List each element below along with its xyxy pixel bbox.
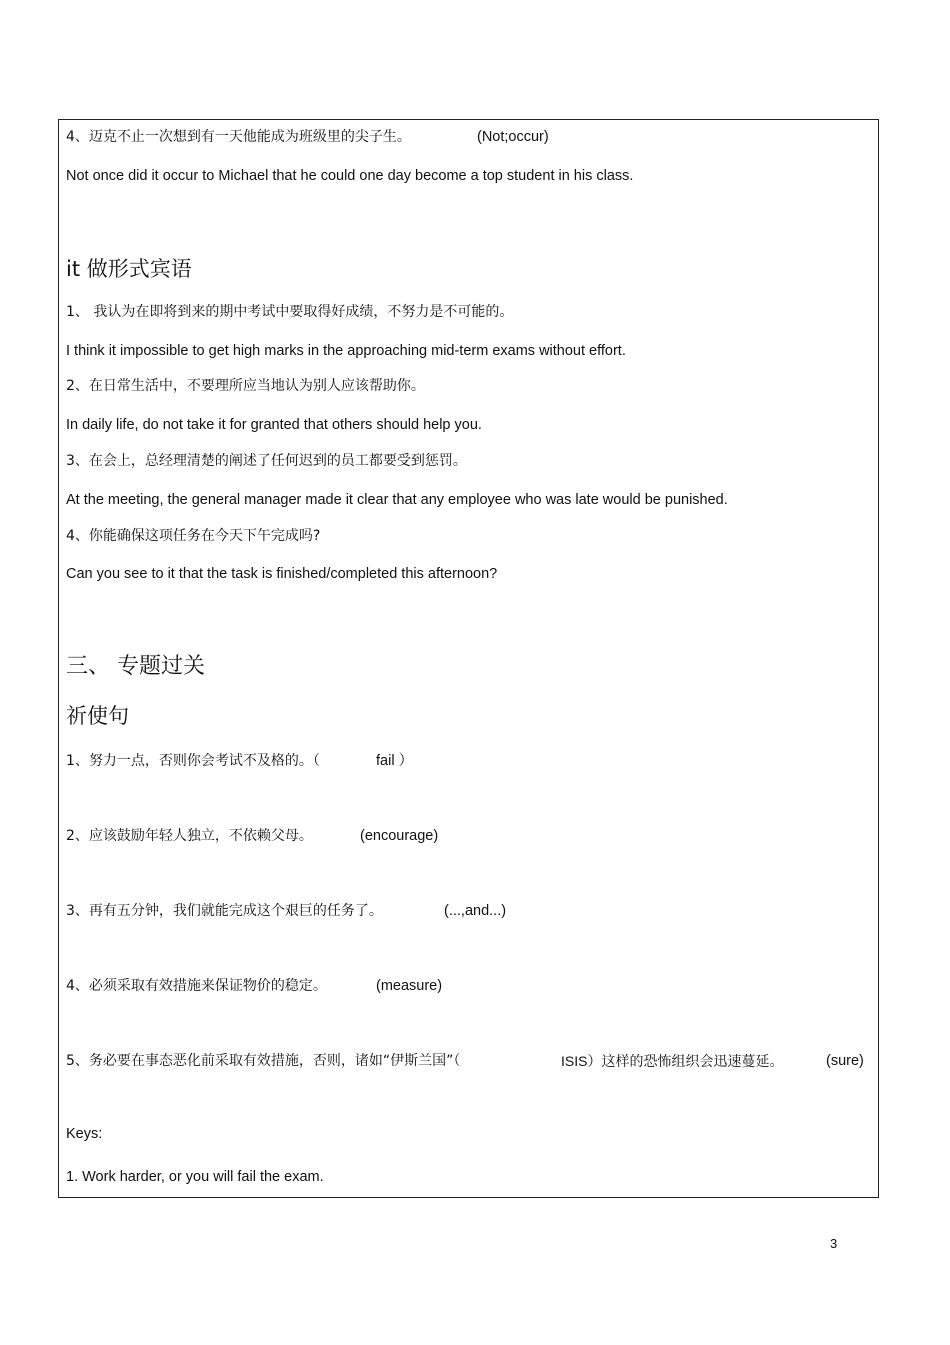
question-2-cn: 2、应该鼓励年轻人独立，不依赖父母。 bbox=[66, 828, 313, 844]
it-item-3-cn: 3、在会上，总经理清楚的阐述了任何迟到的员工都要受到惩罚。 bbox=[66, 453, 467, 469]
q4-english: Not once did it occur to Michael that he could one day become a top student in his class. bbox=[66, 168, 634, 184]
question-5-cn: 5、务必要在事态恶化前采取有效措施，否则，诸如“伊斯兰国”（ bbox=[66, 1053, 461, 1069]
keys-label: Keys: bbox=[66, 1126, 103, 1142]
question-4-hint: (measure) bbox=[376, 978, 443, 994]
it-item-2-en: In daily life, do not take it for granted that others should help you. bbox=[66, 417, 482, 433]
it-item-2-cn: 2、在日常生活中，不要理所应当地认为别人应该帮助你。 bbox=[66, 378, 425, 394]
question-1-hint: fail ） bbox=[376, 753, 414, 769]
question-5-mid: ISIS）这样的恐怖组织会迅速蔓延。 bbox=[561, 1053, 784, 1069]
it-item-1-cn: 1、 我认为在即将到来的期中考试中要取得好成绩，不努力是不可能的。 bbox=[66, 304, 514, 320]
question-2-hint: (encourage) bbox=[360, 828, 439, 844]
it-item-1-en: I think it impossible to get high marks in the approaching mid-term exams without effort. bbox=[66, 343, 626, 359]
key-1: 1. Work harder, or you will fail the exam. bbox=[66, 1169, 324, 1185]
it-object-heading: it 做形式宾语 bbox=[66, 257, 192, 281]
question-5-hint: (sure) bbox=[826, 1053, 864, 1069]
it-item-4-cn: 4、你能确保这项任务在今天下午完成吗? bbox=[66, 528, 321, 544]
question-3-cn: 3、再有五分钟，我们就能完成这个艰巨的任务了。 bbox=[66, 903, 383, 919]
it-item-3-en: At the meeting, the general manager made it clear that any employee who was late would be punished. bbox=[66, 492, 728, 508]
section3-subheading: 祈使句 bbox=[66, 704, 129, 728]
question-1-cn: 1、努力一点，否则你会考试不及格的。（ bbox=[66, 753, 320, 769]
page-number: 3 bbox=[830, 1236, 838, 1251]
question-4-cn: 4、必须采取有效措施来保证物价的稳定。 bbox=[66, 978, 327, 994]
question-3-hint: (...,and...) bbox=[444, 903, 507, 919]
section3-heading: 三、 专题过关 bbox=[66, 654, 205, 679]
it-item-4-en: Can you see to it that the task is finished/completed this afternoon? bbox=[66, 566, 498, 582]
q4-hint: (Not;occur) bbox=[477, 129, 549, 145]
q4-chinese: 4、迈克不止一次想到有一天他能成为班级里的尖子生。 bbox=[66, 129, 411, 145]
